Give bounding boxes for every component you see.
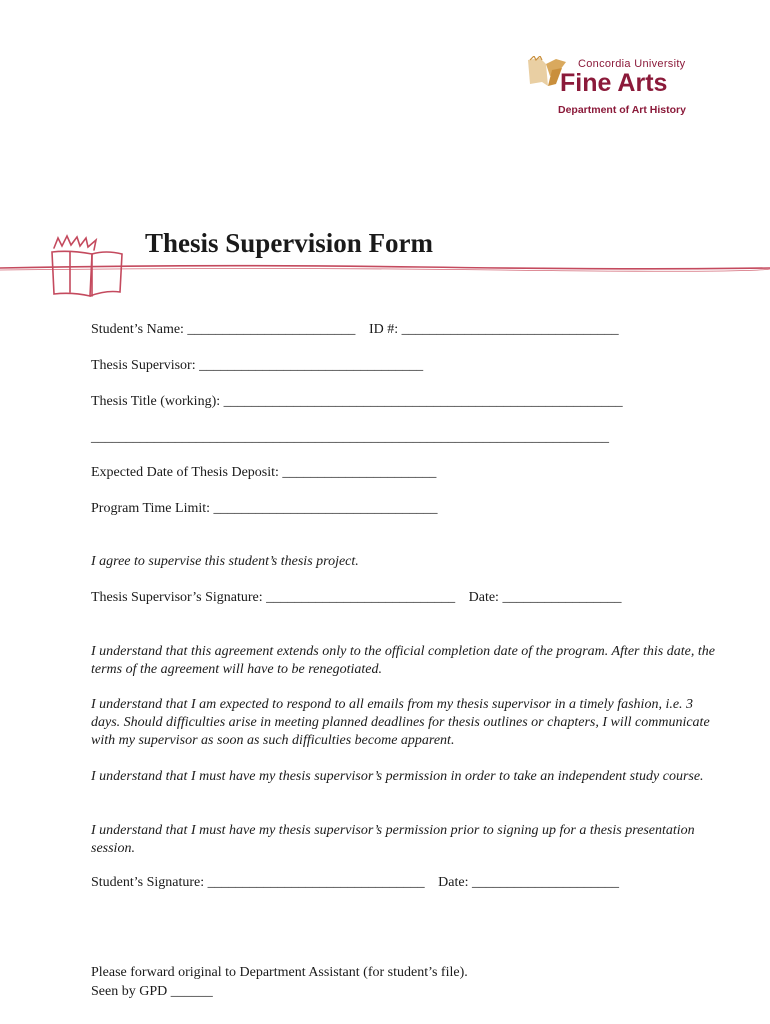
department-name: Department of Art History <box>558 104 686 116</box>
terms-paragraph-1: I understand that this agreement extends only to the official completion date of the program. After this date, the terms of the agreement will have to be renegotiated. <box>91 644 715 677</box>
student-name-field[interactable]: Student’s Name: ________________________ <box>91 322 356 337</box>
supervisor-date-field[interactable]: Date: _________________ <box>468 590 622 605</box>
supervisor-signature-row <box>91 590 621 606</box>
thesis-title-continuation-field[interactable]: __________________________________________________________________________ <box>91 430 609 445</box>
supervisor-signature-field[interactable]: Thesis Supervisor’s Signature: ___________________________ <box>91 590 456 605</box>
gpd-seen-field[interactable]: Seen by GPD ______ <box>91 984 213 999</box>
thesis-supervisor-field[interactable]: Thesis Supervisor: ________________________________ <box>91 358 424 373</box>
terms-paragraph-4: I understand that I must have my thesis supervisor’s permission prior to signing up for a thesis presentation session. <box>91 823 695 856</box>
footer-instruction: Please forward original to Department Assistant (for student’s file). <box>91 965 468 980</box>
book-sketch-icon <box>48 234 128 306</box>
program-time-limit-field[interactable]: Program Time Limit: ________________________________ <box>91 501 438 516</box>
faculty-logo <box>526 52 716 122</box>
deposit-date-field[interactable]: Expected Date of Thesis Deposit: ______________________ <box>91 465 437 480</box>
student-id-field[interactable]: ID #: _______________________________ <box>368 322 619 337</box>
terms-paragraph-3: I understand that I must have my thesis supervisor’s permission in order to take an independent study course. <box>91 769 704 784</box>
agreement-statement: I agree to supervise this student’s thesis project. <box>91 554 359 569</box>
terms-paragraph-2: I understand that I am expected to respond to all emails from my thesis supervisor in a timely fashion, i.e. 3 days. Should difficulties arise in meeting planned deadlines for thesis outlines or chapters, I will communicate with my supervisor as soon as such difficulties become apparent. <box>91 697 710 748</box>
student-name-row <box>91 322 619 338</box>
student-date-field[interactable]: Date: _____________________ <box>438 875 619 890</box>
faculty-name: Fine Arts <box>560 69 668 97</box>
thesis-title-field[interactable]: Thesis Title (working): _________________________________________________________ <box>91 394 623 409</box>
university-name: Concordia University <box>578 58 686 70</box>
student-signature-row <box>91 875 619 891</box>
page-title: Thesis Supervision Form <box>145 228 434 258</box>
student-signature-field[interactable]: Student’s Signature: _______________________________ <box>91 875 425 890</box>
